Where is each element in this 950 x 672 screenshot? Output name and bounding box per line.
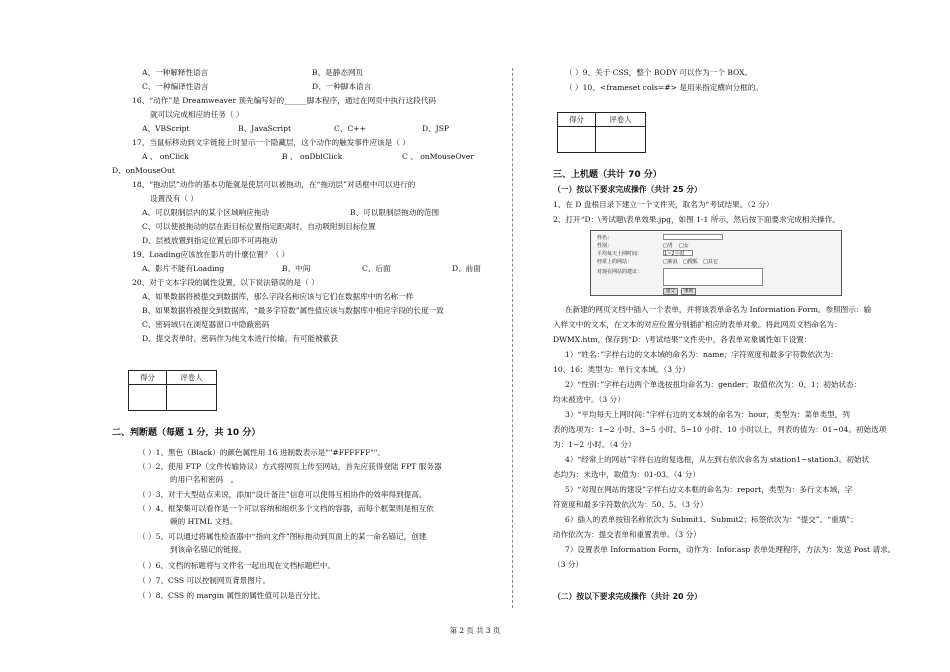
- instruction-line: 10、16；类型为：单行文本域。（3 分）: [553, 365, 690, 374]
- option-text: B、是静态网页: [312, 68, 364, 77]
- figure-option: □搜狐: [683, 259, 698, 265]
- score-table-header: 评卷人: [167, 371, 217, 385]
- question-line: 19、Loading应该放在影片的什麼位置？（ ）: [132, 250, 290, 259]
- score-table-header: 得分: [129, 371, 167, 385]
- instruction-line: 入样文中的文本，在文本的对应位置分别插扩相应的表单对象。将此网页文档命名为：: [553, 320, 842, 329]
- instruction-line: 符宽度和最多字符数依次为：50、5。（3 分）: [553, 500, 708, 509]
- figure-option: □新浪: [663, 259, 678, 265]
- page-footer: 第 2 页 共 3 页: [449, 626, 501, 635]
- figure-select-value: 1~2小时: [664, 251, 685, 257]
- judge-item: 到该命名锚记的链接。: [170, 545, 246, 554]
- figure-option: □男: [663, 243, 673, 249]
- column-divider: [512, 68, 513, 608]
- instruction-line: 态均为：未选中，取值为：01-03。（4 分）: [553, 470, 700, 479]
- question-line: C、一种编译性语言: [142, 82, 209, 91]
- judge-item: 赖的 HTML 文档。: [170, 517, 238, 526]
- question-line: 18、“拖动层”动作的基本功能就是使层可以被拖动，在“拖动层”对话框中可以进行的: [132, 180, 416, 189]
- option-text: B、JavaScript: [238, 124, 291, 133]
- figure-name-input: [663, 234, 723, 240]
- instruction-line: 1）“姓名：”字样右边的文本域的命名为：name；字符宽度和最多字符数依次为：: [565, 350, 838, 359]
- question-line: 就可以完成相应的任务（ ）: [150, 110, 244, 119]
- figure-option: □其它: [703, 259, 718, 265]
- judge-item: （ ）2、使用 FTP（文件传输协议）方式将网页上传至网站，首先应获得登陆 FPT 服务器: [138, 462, 442, 471]
- instruction-line: 为：1~2 小时。（4 分）: [553, 440, 636, 449]
- question-line: A、可以限制层内的某个区域响应拖动: [142, 208, 269, 217]
- section-title: 二、判断题（每题 1 分，共 10 分）: [112, 428, 261, 438]
- option-text: D、JSP: [422, 124, 450, 133]
- score-table: [557, 112, 646, 153]
- score-table-cell: [558, 127, 596, 153]
- instruction-line: （3 分）: [553, 560, 584, 569]
- figure-field-label: 平均每天上网时间：: [597, 251, 643, 257]
- option-text: C、后面: [362, 264, 391, 273]
- question-line: 16、“动作”是 Dreamweaver 预先编写好的______脚本程序，通过在网页中执行这段代码: [132, 96, 436, 105]
- question-line: 20、对于文本字段的属性设置，以下说法错误的是（ ）: [132, 278, 319, 287]
- question-line: 设置没有（ ）: [150, 194, 198, 203]
- figure-field-label: 对现在网站的建议：: [597, 269, 643, 275]
- instruction-line: 动作依次为：提交表单和重置表单。（3 分）: [553, 530, 701, 539]
- option-text: C 、 onMouseOver: [402, 152, 474, 161]
- figure-field-label: 经常上的网站：: [597, 259, 633, 265]
- judge-item: （ ）1、黑色（Black）的颜色属性用 16 进制数表示是""#FFFFFF""。: [138, 448, 385, 457]
- judge-item: 的用户名和密码 。: [170, 475, 239, 484]
- score-table-cell: [129, 385, 167, 411]
- option-text: B、可以限制层拖动的范围: [350, 208, 440, 217]
- question-line: A、一种解释性语言: [142, 68, 209, 77]
- judge-item: （ ）8、CSS 的 margin 属性的属性值可以是百分比。: [138, 591, 326, 600]
- judge-item: （ ）7、CSS 可以控制网页背景图片。: [138, 576, 271, 585]
- question-line: C、密码域只在浏览器窗口中隐蔽密码: [142, 320, 270, 329]
- question-line: D、提交表单时，密码作为纯文本进行传输，有可能被截获: [142, 334, 338, 343]
- instruction-line: 3）“平均每天上网时间：”字样右边的文本域的命名为：hour，类型为：菜单类型，列: [565, 410, 850, 419]
- form-example-figure: [590, 230, 842, 296]
- score-table-header: 得分: [558, 113, 596, 127]
- option-text: C、C++: [334, 124, 366, 133]
- figure-button: 提交: [663, 288, 678, 295]
- option-text: B 、 onDblClick: [282, 152, 343, 161]
- instruction-line: 在新建的网页文档中插入一个表单，并将该表单命名为 Information Form。参照图示：输: [565, 305, 872, 314]
- question-line: A 、 onClick: [142, 152, 189, 161]
- instruction-line: 2）“性别：”字样右边两个单选按扭均命名为：gender；取值依次为：0、1；初始状态：: [565, 380, 862, 389]
- option-text: D、一种脚本语言: [312, 82, 372, 91]
- instruction-line: 均未被选中。（3 分）: [553, 395, 625, 404]
- instruction-line: 5）“对现在网站的建设”字样右边文本框的命名为：report，类型为：多行文本域，字: [565, 485, 853, 494]
- judge-item: （ ）6、文档的标题将与文件名一起出现在文档标题栏中。: [138, 561, 336, 570]
- score-table-header: 评卷人: [596, 113, 646, 127]
- instruction-line: 表的选项为：1~2 小时、3~5 小时、5~10 小时、10 小时以上，列表的值为：01~04。初始选项: [553, 425, 887, 434]
- score-table-cell: [167, 385, 217, 411]
- question-line: A、如果数据将被提交到数据库，那么字段名称应该与它们在数据库中的名称一样: [142, 292, 414, 301]
- instruction-line: 1、在 D 盘根目录下建立一个文件夹，取名为“考试结果。（2 分）: [553, 200, 774, 209]
- judge-item: （ ）10、<frameset cols=#> 是用来指定横向分框的。: [565, 83, 763, 92]
- instruction-line: 6）插入的表单按钮名称依次为 Submit1、Submit2；标签依次为：“提交”、“重填”；: [565, 515, 858, 524]
- judge-item: （ ）3、对于大型站点来说，添加“设计备注”信息可以使得互相协作的效率得到提高。: [138, 490, 427, 499]
- question-line: D、onMouseOut: [112, 166, 175, 175]
- figure-field-label: 性别：: [597, 243, 613, 249]
- option-text: B、中间: [282, 264, 311, 273]
- figure-option: □女: [679, 243, 689, 249]
- instruction-line: 4）“经常上的网站”字样右边的复选框，从左到右依次命名为 station1~station3。初始状: [565, 455, 870, 464]
- judge-item: （ ）5、可以通过将属性检查器中“指向文件”图标拖动到页面上的某一命名锚记，创建: [138, 532, 427, 541]
- instruction-line: 2、打开“D：\考试题\表单效果.jpg，如图 1-1 所示，然后按下面要求完成相关操作。: [553, 215, 840, 224]
- instruction-line: 7）设置表单 Information Form，动作为：Infor.asp 表单处理程序，方法为：发送 Post 请求。: [565, 545, 896, 554]
- instruction-line: DWMX.htm，保存到“D：\考试结果”文件夹中，各表单对象属性如下设置：: [553, 335, 812, 344]
- subsection-title: （一）按以下要求完成操作（共计 25 分）: [553, 185, 702, 194]
- figure-field-label: 姓名：: [597, 235, 613, 241]
- subsection-title: （二）按以下要求完成操作（共计 20 分）: [553, 592, 702, 601]
- question-line: C、可以使被拖动的层在距目标位置指定距离时，自动吸附到目标位置: [142, 222, 376, 231]
- judge-item: （ ）9、关于 CSS，整个 BODY 可以作为一个 BOX。: [565, 68, 753, 77]
- score-table: [128, 370, 217, 411]
- question-line: D、层被放置到指定位置后即不可再拖动: [142, 236, 278, 245]
- judge-item: （ ）4、框架集可以看作是一个可以容纳和组织多个文档的容器，而每个框架则是相互依: [138, 504, 434, 513]
- figure-report-textarea: [663, 268, 763, 286]
- question-line: A、VBScript: [142, 124, 190, 133]
- section-title: 三、上机题（共计 70 分）: [553, 170, 662, 180]
- question-line: B、如果数据将被提交到数据库，“最多字符数”属性值应该与数据库中相应字段的长度一致: [142, 306, 444, 315]
- question-line: A、影片不能有Loading: [142, 264, 225, 273]
- score-table-cell: [596, 127, 646, 153]
- option-text: D、前面: [452, 264, 481, 273]
- question-line: 17、当鼠标移动到文字链接上时显示一个隐藏层，这个动作的触发事件应该是（ ）: [132, 138, 410, 147]
- figure-button: 重填: [681, 288, 696, 295]
